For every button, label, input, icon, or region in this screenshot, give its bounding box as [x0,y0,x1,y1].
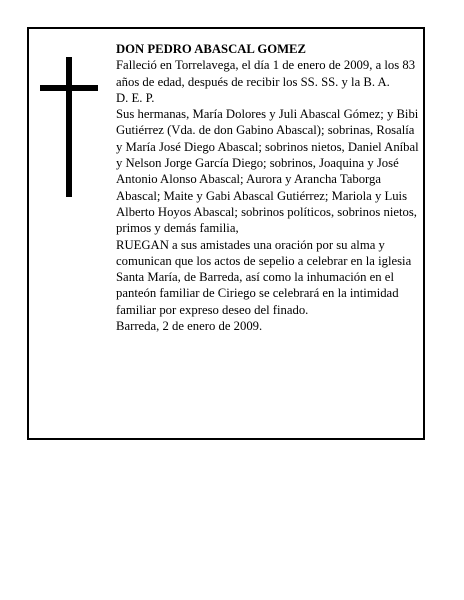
request-text: RUEGAN a sus amistades una oración por su alma y comunican que los actos de sepelio a celebrar en la iglesia Santa María, de Barreda, así como la inhumación en el panteón familiar de Ciriego se celebrará en la intimidad familiar por expreso deseo del finado. [116,237,412,317]
rip-line: D. E. P. [116,90,155,105]
cross-vertical-bar [66,57,72,197]
obituary-notice [27,27,425,440]
family-list: Sus hermanas, María Dolores y Juli Abascal Gómez; y Bibi Gutiérrez (Vda. de don Gabino Abascal); sobrinas, Rosalía y María José Diego Abascal; sobrinos nietos, Daniel Aníbal y Nelson Jorge García Diego; sobrinos, Joaquina y José Antonio Alonso Abascal; Aurora y Arancha Taborga Abascal; Maite y Gabi Abascal Gutiérrez; Mariola y Luis Alberto Hoyos Abascal; sobrinos políticos, sobrinos nietos, primos y demás familia, [116,107,419,236]
place-date: Barreda, 2 de enero de 2009. [116,319,263,334]
notice-text [116,41,421,334]
cross-horizontal-bar [40,85,98,91]
deceased-name: DON PEDRO ABASCAL GOMEZ [116,42,306,56]
death-info: Falleció en Torrelavega, el día 1 de enero de 2009, a los 83 años de edad, después de recibir los SS. SS. y la B. A. [116,58,416,89]
